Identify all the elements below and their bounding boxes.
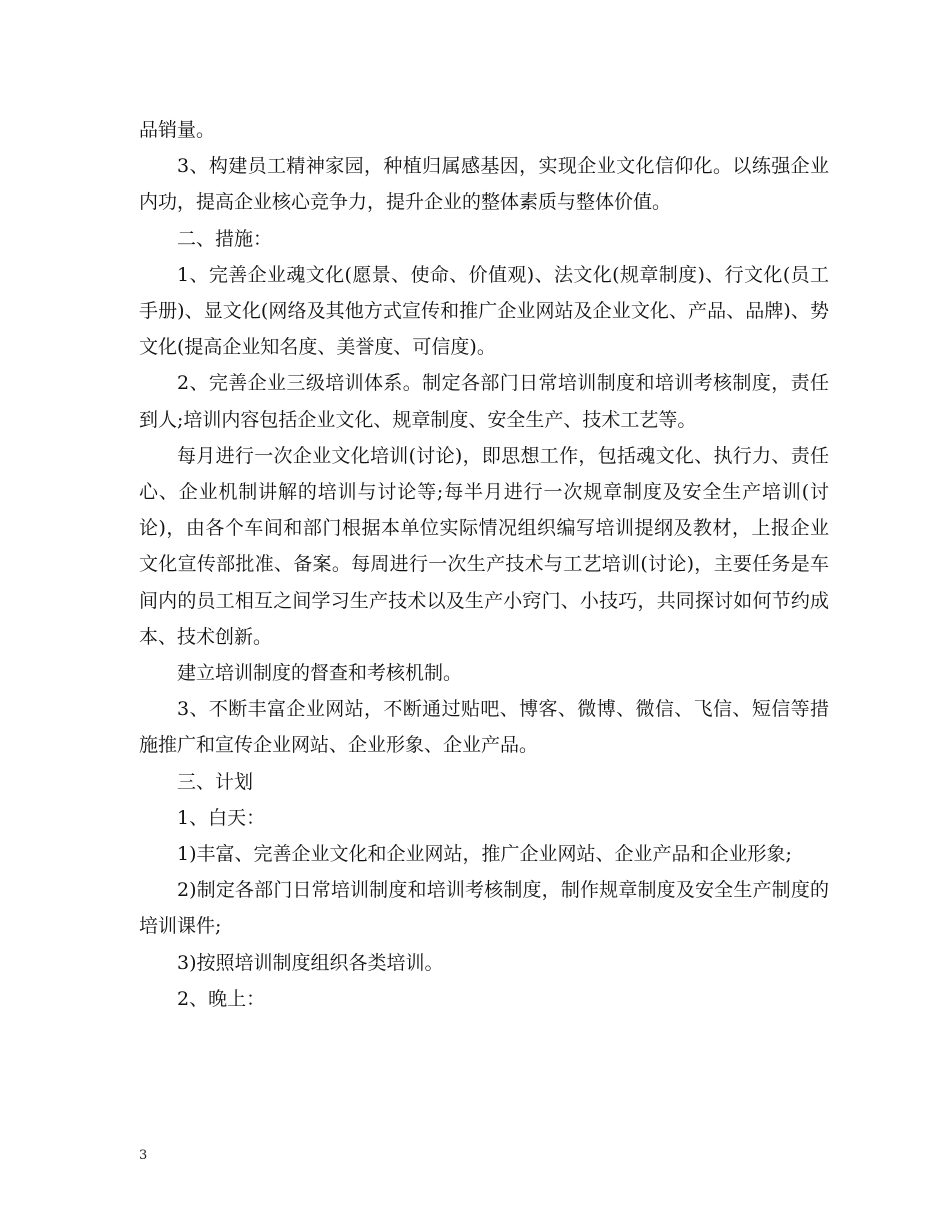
paragraph: 建立培训制度的督查和考核机制。	[177, 662, 463, 685]
paragraph: 3)按照培训制度组织各类培训。	[177, 951, 444, 974]
paragraph: 三、计划	[177, 770, 254, 793]
paragraph: 3、不断丰富企业网站，不断通过贴吧、博客、微博、微信、飞信、短信等措施推广和宣传企业网站、企业形象、企业产品。	[139, 698, 829, 757]
paragraph: 3、构建员工精神家园，种植归属感基因，实现企业文化信仰化。以练强企业内功，提高企业核心竞争力，提升企业的整体素质与整体价值。	[139, 155, 829, 214]
paragraph: 2、完善企业三级培训体系。制定各部门日常培训制度和培训考核制度，责任到人;培训内容包括企业文化、规章制度、安全生产、技术工艺等。	[139, 372, 829, 431]
paragraph: 品销量。	[139, 119, 216, 141]
paragraph: 2、晚上：	[177, 987, 266, 1010]
paragraph: 1)丰富、完善企业文化和企业网站，推广企业网站、企业产品和企业形象;	[177, 843, 792, 866]
paragraph: 二、措施：	[177, 227, 273, 250]
page-number: 3	[139, 1148, 148, 1163]
paragraph: 每月进行一次企业文化培训(讨论)，即思想工作，包括魂文化、执行力、责任心、企业机制讲解的培训与讨论等;每半月进行一次规章制度及安全生产培训(讨论)，由各个车间和部门根据本单位实际情况组织编写培训提纲及教材，上报企业文化宣传部批准、备案。每周进行一次生产技术与工艺培训(讨论)，主要任务是车间内的员工相互之间学习生产技术以及生产小窍门、小技巧，共同探讨如何节约成本、技术创新。	[139, 444, 829, 648]
document-body	[139, 112, 829, 1017]
paragraph: 1、白天：	[177, 806, 266, 829]
paragraph: 1、完善企业魂文化(愿景、使命、价值观)、法文化(规章制度)、行文化(员工手册)、显文化(网络及其他方式宣传和推广企业网站及企业文化、产品、品牌)、势文化(提高企业知名度、美誉度、可信度)。	[139, 263, 829, 359]
paragraph: 2)制定各部门日常培训制度和培训考核制度，制作规章制度及安全生产制度的培训课件;	[139, 879, 829, 938]
